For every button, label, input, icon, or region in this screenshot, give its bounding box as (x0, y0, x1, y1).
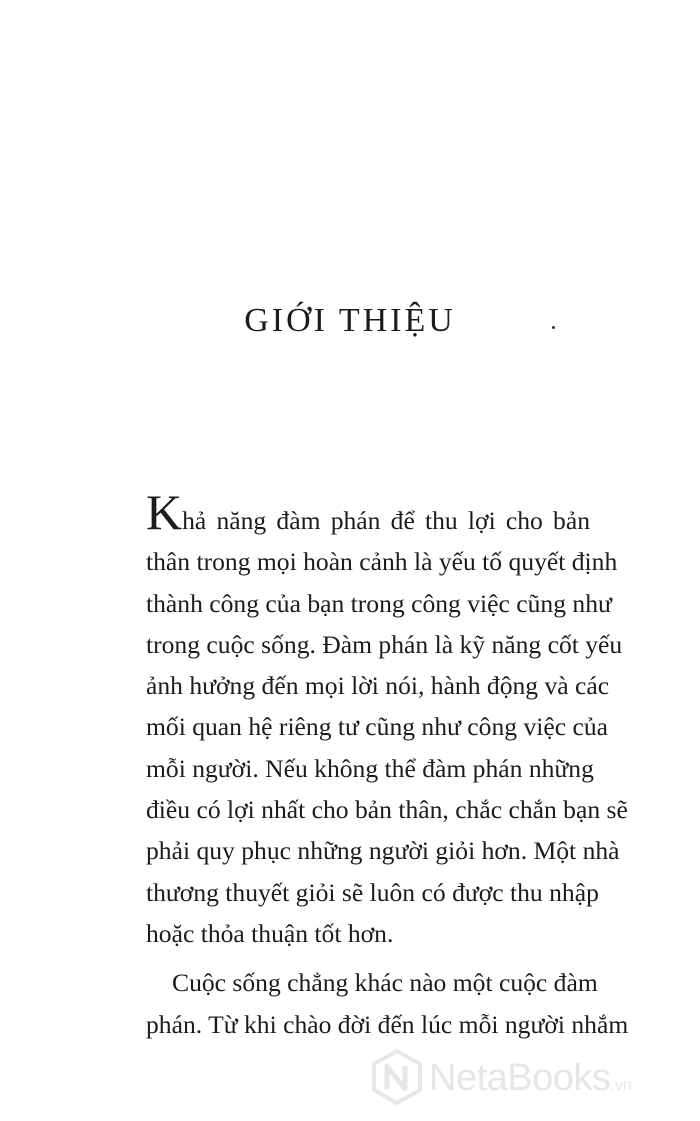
print-speck (552, 326, 555, 329)
text-line: thành công của bạn trong công việc cũng như (146, 588, 612, 618)
watermark-suffix: .vn (610, 1077, 632, 1094)
text-line: mỗi người. Nếu không thể đàm phán những (146, 753, 594, 783)
body-text (146, 484, 629, 1045)
watermark-brand (429, 1057, 632, 1100)
text-line: thương thuyết giỏi sẽ luôn có được thu nhập (146, 877, 599, 907)
text-line: phán. Từ khi chào đời đến lúc mỗi người nhắm (146, 1009, 629, 1039)
text-line-content: hả năng đàm phán để thu lợi cho bản (182, 506, 590, 535)
text-line: thân trong mọi hoàn cảnh là yếu tố quyết định (146, 547, 618, 577)
text-line: trong cuộc sống. Đàm phán là kỹ năng cốt yếu (146, 629, 623, 659)
text-line (146, 484, 590, 541)
text-line: Cuộc sống chẳng khác nào một cuộc đàm (172, 968, 598, 998)
watermark (371, 1047, 691, 1107)
netabooks-logo-icon (371, 1049, 423, 1105)
text-line: hoặc thỏa thuận tốt hơn. (146, 918, 394, 948)
text-line: điều có lợi nhất cho bản thân, chắc chắn bạn sẽ (146, 795, 628, 825)
watermark-brand-name: NetaBooks (429, 1057, 611, 1099)
chapter-title: GIỚI THIỆU (244, 302, 456, 339)
text-line: ảnh hưởng đến mọi lời nói, hành động và các (146, 671, 610, 701)
paragraph-gap (146, 954, 590, 962)
text-line: phải quy phục những người giỏi hơn. Một nhà (146, 836, 620, 866)
drop-cap: K (146, 484, 183, 540)
text-line: mối quan hệ riêng tư cũng như công việc của (146, 712, 608, 742)
